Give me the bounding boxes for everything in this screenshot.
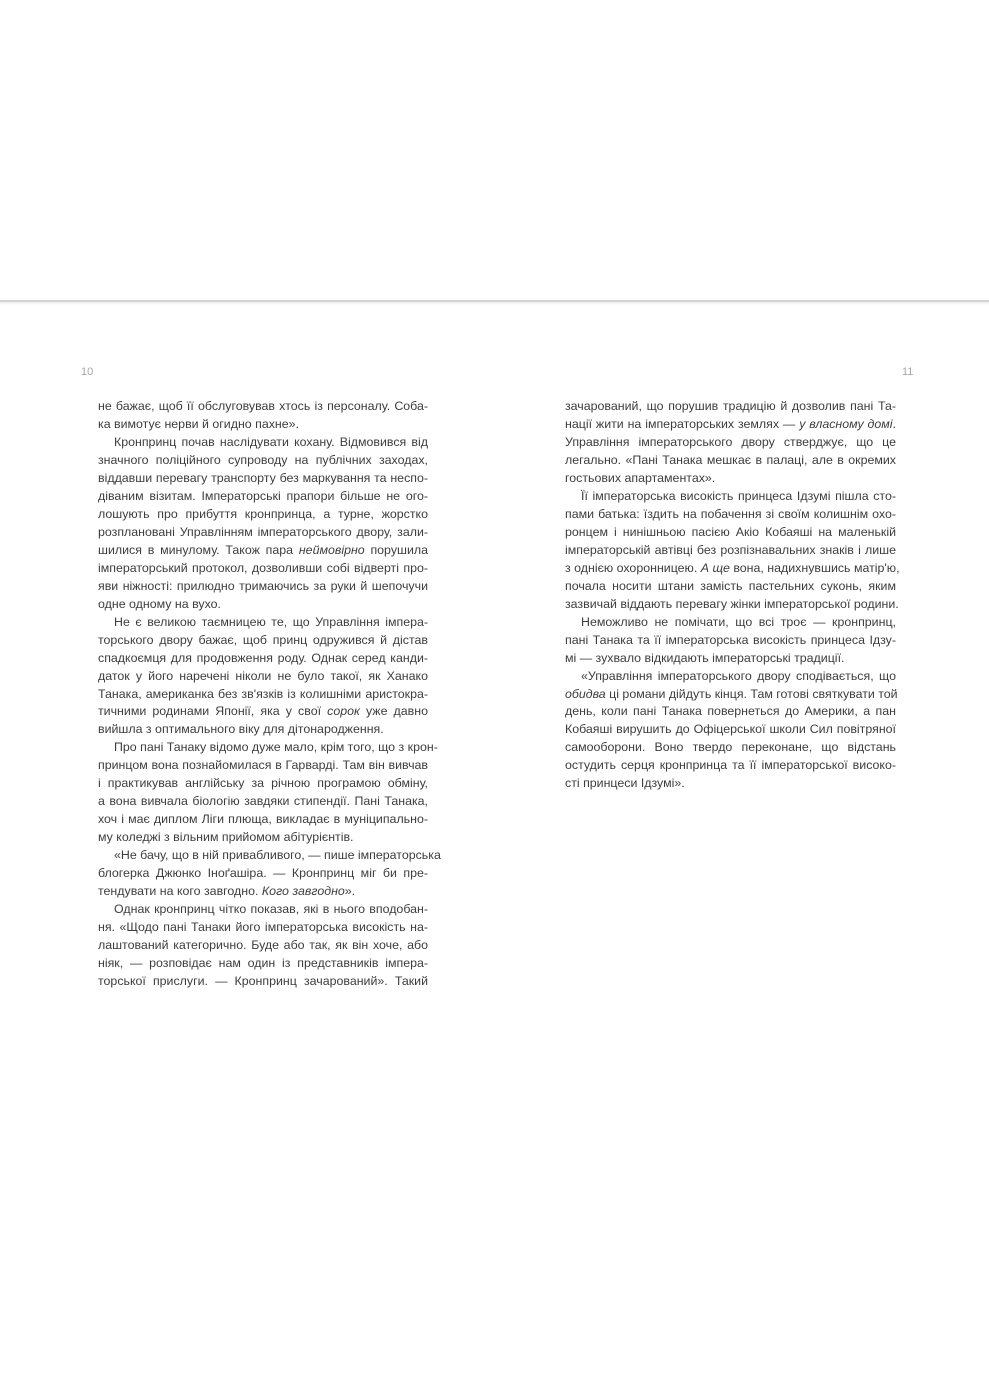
text-line (98, 901, 428, 919)
text-line (98, 811, 428, 829)
text-line (565, 775, 896, 793)
text-segment: діваним візитам. Імператорські прапори більше не ого- (98, 488, 428, 503)
text-line (565, 452, 896, 470)
text-line (98, 973, 428, 991)
text-segment: одне одному на вухо. (98, 596, 221, 611)
text-segment: «Не бачу, що в ній привабливого, — пише імператорська (114, 848, 441, 863)
text-segment: му коледжі з вільним прийомом абітурієнтів. (98, 830, 354, 845)
text-segment: нації жити на імператорських землях — (565, 416, 800, 431)
text-line (98, 614, 428, 632)
text-line (98, 757, 428, 775)
text-segment: не бажає, щоб її обслуговував хтось із персоналу. Соба- (98, 399, 428, 413)
text-line (98, 686, 428, 704)
text-line (565, 560, 900, 578)
text-line (98, 632, 428, 650)
text-segment: уже давно (359, 704, 428, 719)
text-segment: лошують про прибуття кронпринца, а турне, жорстко (98, 506, 428, 521)
text-segment: легально. «Пані Танака мешкає в палаці, але в окремих (565, 452, 896, 467)
text-segment: і практикував англійську за річною програмою обміну, (98, 776, 428, 791)
text-segment: ня. «Щодо пані Танаки його імператорська високість на- (98, 920, 428, 935)
text-line (98, 721, 428, 739)
text-line (98, 560, 428, 578)
text-segment: день, коли пані Танака повернеться до Америки, а пан (565, 704, 896, 719)
emphasis-text: А ще (700, 560, 730, 575)
text-segment: яви ніжності: прилюдно тримаючись за руки й шепочучи (98, 578, 428, 593)
right-page-text (565, 398, 900, 793)
text-segment: вийшла з оптимального віку для дітонародження. (98, 722, 384, 737)
text-segment: сті принцеси Ідзумі». (565, 776, 685, 791)
text-segment: ці романи дійдуть кінця. Там готові святкувати той (605, 686, 898, 701)
text-segment: ніяк, — розповідає нам один із представників імпера- (98, 956, 428, 971)
text-segment: остудить серця кронпринца та її імператорської високо- (565, 758, 896, 773)
text-segment: зазвичай віддають перевагу жінки імператорської родини. (565, 596, 899, 611)
text-segment: імператорський протокол, дозволивши собі відверті про- (98, 560, 428, 575)
text-line (98, 506, 428, 524)
text-line (98, 955, 428, 973)
text-segment: шилися в минулому. Також пара (98, 542, 299, 557)
text-segment: Танака, американка без зв'язків із колишніми аристокра- (98, 686, 428, 701)
text-segment: Неможливо не помічати, що всі троє — кронпринц, (581, 614, 896, 629)
text-segment: гостьових апартаментах». (565, 470, 716, 485)
text-segment: а вона вивчала біологію завдяки стипендії. Пані Танака, (98, 794, 428, 809)
text-segment: почала носити штани замість пастельних суконь, яким (565, 578, 896, 593)
text-segment: значного поліційного супроводу на публічних заходах, (98, 452, 428, 467)
text-segment: ронцем і нинішньою пасією Акіо Кобаяші на маленькій (565, 524, 896, 539)
text-line (98, 524, 428, 542)
text-line (565, 578, 896, 596)
text-line (98, 775, 428, 793)
text-line (565, 524, 896, 542)
right-page-number: 11 (902, 366, 914, 378)
text-segment: вона, надихнувшись матір'ю, (729, 560, 900, 575)
text-line (98, 793, 428, 811)
text-line (565, 434, 896, 452)
header-divider-shadow (0, 302, 989, 305)
text-line (98, 829, 428, 847)
text-segment: Кобаяші вирушить до Офіцерської школи Сил повітряної (565, 722, 896, 737)
text-line (565, 757, 896, 775)
text-segment: імператорській автівці без розпізнавальних знаків і лише (565, 542, 896, 557)
text-line (98, 668, 428, 686)
text-line (565, 650, 896, 668)
text-line (98, 434, 428, 452)
text-line (565, 614, 896, 632)
text-line (565, 506, 896, 524)
text-line (98, 739, 438, 757)
text-line (565, 596, 899, 614)
text-segment: Її імператорська високість принцеса Ідзумі пішла сто- (581, 488, 896, 503)
text-segment: самооборони. Воно твердо переконане, що відстань (565, 740, 896, 755)
text-line (565, 542, 896, 560)
text-line (98, 865, 428, 883)
text-segment: Однак кронпринц чітко показав, які в нього вподобан- (114, 902, 428, 917)
text-segment: ка вимотує нерви й огидно пахне». (98, 416, 299, 431)
text-segment: ». (344, 884, 356, 899)
text-segment: торської прислуги. — Кронпринц зачарований». Такий (98, 974, 428, 988)
emphasis-text: Кого завгодно (261, 884, 345, 899)
text-segment: Кронпринц почав наслідувати кохану. Відмовився від (114, 434, 428, 449)
emphasis-text: обидва (565, 686, 606, 701)
text-line (565, 703, 896, 721)
text-segment: розплановані Управлінням імператорського двору, зали- (98, 524, 428, 539)
text-line (98, 883, 428, 901)
text-line (98, 847, 441, 865)
text-segment: лаштований категорично. Буде або так, як він хоче, або (98, 938, 428, 953)
text-segment: . (892, 416, 896, 431)
text-line (565, 416, 896, 434)
text-segment: з однією охоронницею. (565, 560, 701, 575)
text-segment: віддавши перевагу транспорту без маркування та неспо- (98, 470, 428, 485)
text-line (565, 470, 896, 488)
emphasis-text: сорок (327, 704, 360, 719)
emphasis-text: у власному домі (799, 416, 893, 431)
text-line (98, 542, 428, 560)
text-segment: порушила (364, 542, 428, 557)
text-line (98, 398, 428, 416)
text-segment: хоч і має диплом Ліги плюща, викладає в муніципально- (98, 812, 428, 827)
text-line (98, 919, 428, 937)
text-line (98, 452, 428, 470)
left-page-number: 10 (81, 366, 94, 378)
text-segment: «Управління імператорського двору сподівається, що (581, 668, 896, 683)
text-segment: Не є великою таємницею те, що Управління імпера- (114, 614, 428, 629)
emphasis-text: неймовірно (298, 542, 365, 557)
text-segment: Про пані Танаку відомо дуже мало, крім того, що з крон- (114, 740, 438, 755)
text-line (98, 416, 428, 434)
text-line (98, 937, 428, 955)
text-line (565, 739, 896, 757)
text-line (565, 668, 896, 686)
text-line (98, 488, 428, 506)
text-line (565, 632, 896, 650)
text-line (98, 703, 428, 721)
text-segment: торського двору бажає, щоб принц одружився й дістав (98, 632, 428, 647)
text-line (98, 596, 428, 614)
left-page-text (98, 398, 441, 991)
text-segment: спадкоємця для продовження роду. Однак серед канди- (98, 650, 428, 665)
text-line (565, 398, 896, 416)
text-line (98, 650, 428, 668)
text-line (98, 470, 428, 488)
text-segment: зачарований, що порушив традицію й дозволив пані Та- (565, 399, 896, 413)
text-line (565, 721, 896, 739)
text-segment: тичними родинами Японії, яка у свої (98, 704, 328, 719)
text-segment: мі — зухвало відкидають імператорські традиції. (565, 650, 845, 665)
text-segment: пані Танака та її імператорська високість принцеса Ідзу- (565, 632, 896, 647)
text-segment: Управління імператорського двору стверджує, що це (565, 434, 896, 449)
text-segment: пами батька: їздить на побачення зі своїм колишнім охо- (565, 506, 896, 521)
text-line (98, 578, 428, 596)
text-segment: принцом вона познайомилася в Гарварді. Там він вивчав (98, 758, 428, 773)
text-line (565, 686, 896, 704)
text-segment: тендувати на кого завгодно. (98, 884, 262, 899)
text-line (565, 488, 896, 506)
text-segment: блогерка Джюнко Іноґашіра. — Кронпринц міг би пре- (98, 866, 428, 881)
text-segment: даток у його наречені ніколи не було такої, як Ханако (98, 668, 428, 683)
